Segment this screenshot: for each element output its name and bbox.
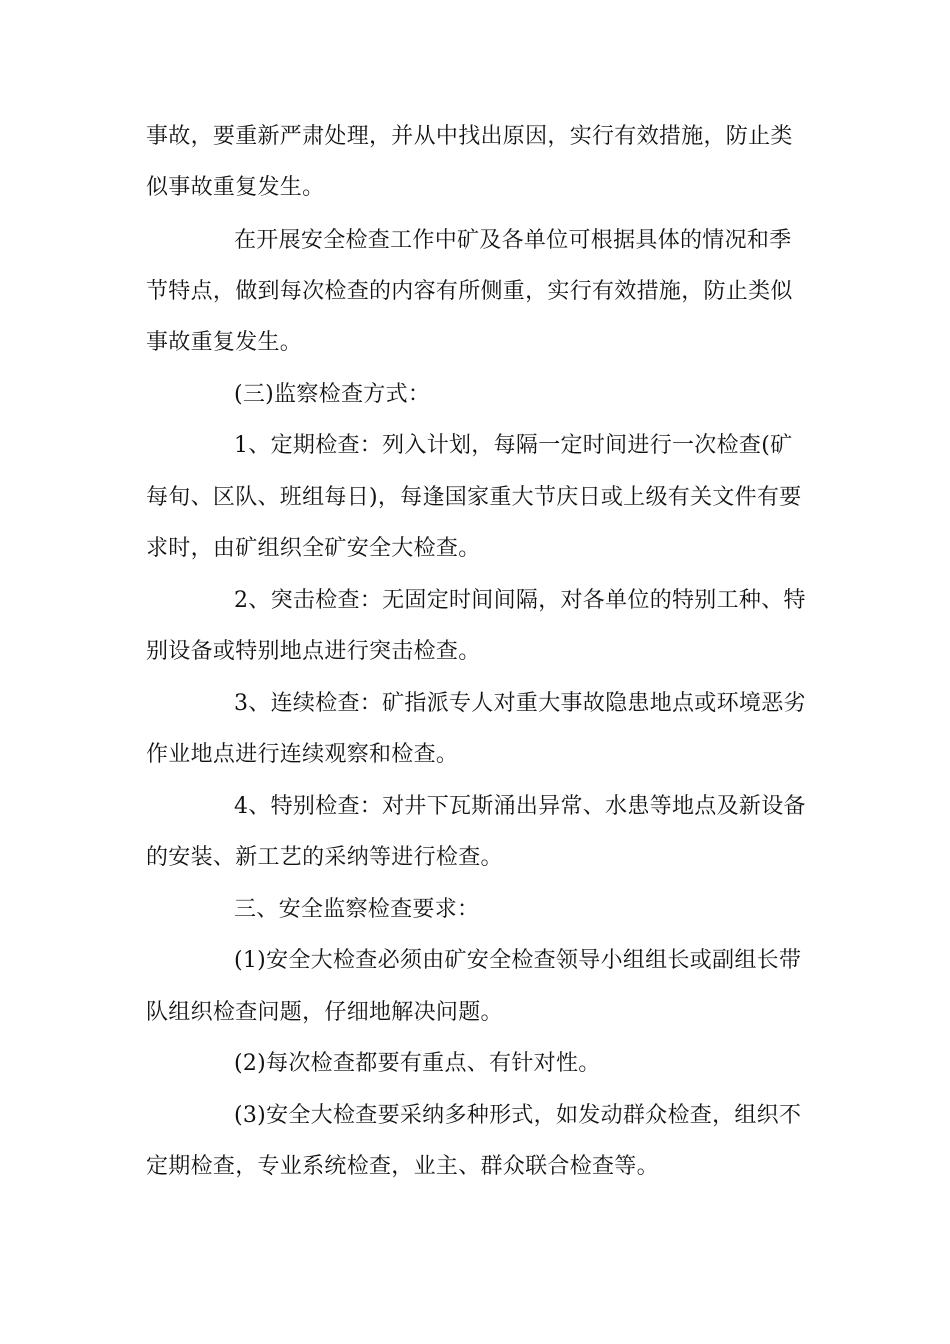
- text-line: 事故，要重新严肃处理，并从中找出原因，实行有效措施，防止类: [146, 124, 793, 149]
- text-line: 三、安全监察检查要求：: [234, 897, 480, 922]
- text-line: 每旬、区队、班组每日)，每逢国家重大节庆日或上级有关文件有要: [146, 485, 802, 510]
- text-line: 事故重复发生。: [146, 330, 303, 355]
- text-line: 的安装、新工艺的采纳等进行检查。: [146, 845, 503, 870]
- text-line: 求时，由矿组织全矿安全大检查。: [146, 536, 481, 561]
- text-line: (2)每次检查都要有重点、有针对性。: [234, 1051, 601, 1076]
- text-line: 作业地点进行连续观察和检查。: [146, 742, 459, 767]
- text-line: (3)安全大检查要采纳多种形式，如发动群众检查，组织不: [234, 1103, 802, 1128]
- text-line: 节特点，做到每次检查的内容有所侧重，实行有效措施，防止类似: [146, 279, 793, 304]
- text-line: 定期检查，专业系统检查，业主、群众联合检查等。: [146, 1154, 659, 1179]
- text-line: 在开展安全检查工作中矿及各单位可根据具体的情况和季: [234, 228, 792, 253]
- text-line: 4、特别检查：对井下瓦斯涌出异常、水患等地点及新设备: [234, 794, 806, 819]
- text-line: 2、突击检查：无固定时间间隔，对各单位的特别工种、特: [234, 588, 806, 613]
- text-line: (三)监察检查方式：: [234, 382, 431, 407]
- text-line: 1、定期检查：列入计划，每隔一定时间进行一次检查(矿: [234, 433, 793, 458]
- text-line: 3、连续检查：矿指派专人对重大事故隐患地点或环境恶劣: [234, 691, 806, 716]
- text-line: 别设备或特别地点进行突击检查。: [146, 639, 481, 664]
- text-line: 似事故重复发生。: [146, 175, 325, 200]
- text-line: 队组织检查问题，仔细地解决问题。: [146, 1000, 503, 1025]
- text-line: (1)安全大检查必须由矿安全检查领导小组组长或副组长带: [234, 948, 802, 973]
